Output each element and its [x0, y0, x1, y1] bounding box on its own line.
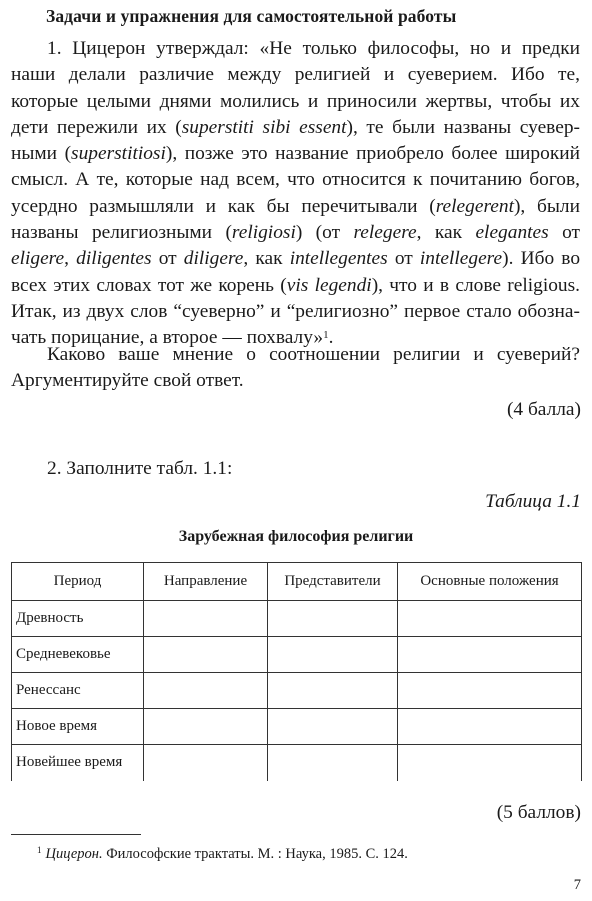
task1-text-12: ). Ибо во всех этих словах тот же корень (	[11, 248, 581, 296]
latin-term: diligentes	[76, 248, 152, 270]
table-cell[interactable]	[398, 745, 582, 781]
latin-term: intellegere	[419, 248, 503, 270]
page-number: 7	[573, 877, 581, 893]
latin-term: superstiti sibi essent	[181, 116, 347, 138]
task1-text-7: от	[548, 222, 581, 244]
table-cell[interactable]	[144, 745, 268, 781]
footnote-mark: 1	[37, 845, 42, 855]
task1-text-13: ), что и в слове religious. Итак, из двух слов “суеверно” и “религиозно” первое стало обозначать порицание, а второе — похвалу»	[11, 274, 581, 349]
column-header-period: Период	[12, 563, 144, 601]
latin-term: diligere	[183, 248, 244, 270]
footnote-author: Цицерон.	[45, 846, 103, 862]
task1-text-1: 1. Цицерон утверждал: «Не только философы, но и предки наши делали различие между религией и суеверием. Ибо те, которые целыми днями молились и приносили жертвы, чтобы их дети пережили их (	[11, 38, 580, 138]
column-header-representatives: Представители	[268, 563, 398, 601]
task1-text-5: ) (от	[295, 222, 354, 244]
latin-term: superstitiosi	[71, 143, 166, 165]
task1-text-11: от	[387, 248, 420, 270]
task1-text-6: , как	[416, 222, 476, 244]
latin-term: elegantes	[475, 222, 549, 244]
table-cell[interactable]	[398, 673, 582, 709]
task1-text-3: ), позже это название приобрело более широкий смысл. А те, которые над всем, что относится к почитанию богов, усердно размышляли и как бы перечитывали (	[11, 143, 580, 217]
task1-question	[11, 342, 580, 395]
latin-term: religiosi	[231, 222, 296, 244]
table-cell[interactable]	[268, 673, 398, 709]
table-row	[12, 673, 582, 709]
latin-term: relegere	[353, 222, 417, 244]
latin-term: eligere	[11, 248, 65, 270]
table-cell[interactable]	[398, 637, 582, 673]
footnote-reference[interactable]: 1	[323, 329, 329, 342]
task1-text-10: , как	[243, 248, 290, 270]
task1-text-14: .	[328, 327, 334, 349]
table-number: Таблица 1.1	[485, 491, 581, 512]
table-row	[12, 709, 582, 745]
footnote	[37, 846, 408, 863]
philosophy-table	[11, 562, 582, 781]
table-cell[interactable]	[144, 601, 268, 637]
task1-question-text: Каково ваше мнение о соотношении религии и суеверий? Аргументируйте свой ответ.	[11, 344, 580, 392]
row-label-middle-ages: Средневековье	[12, 637, 144, 673]
column-header-main-points: Основные положения	[398, 563, 582, 601]
task1-text-2: ), те были названы суеверными (	[11, 116, 580, 165]
latin-term: relegerent	[435, 195, 514, 217]
task1-points: (4 балла)	[506, 399, 581, 420]
table-row	[12, 745, 582, 781]
column-header-direction: Направление	[144, 563, 268, 601]
table-cell[interactable]	[268, 601, 398, 637]
table-title: Зарубежная философия религии	[178, 528, 414, 545]
footnote-divider	[11, 834, 141, 835]
table-cell[interactable]	[398, 601, 582, 637]
task1-text-4: ), были названы религиозными (	[11, 195, 580, 244]
task2-points: (5 баллов)	[496, 802, 581, 823]
latin-term: intellegentes	[289, 248, 388, 270]
row-label-modern-times: Новое время	[12, 709, 144, 745]
table-row	[12, 601, 582, 637]
table-cell[interactable]	[268, 709, 398, 745]
task1-paragraph	[11, 36, 580, 352]
row-label-contemporary: Новейшее время	[12, 745, 144, 781]
table-header-row	[12, 563, 582, 601]
table-cell[interactable]	[144, 709, 268, 745]
row-label-renaissance: Ренессанс	[12, 673, 144, 709]
task1-text-9: от	[151, 248, 184, 270]
table-row	[12, 637, 582, 673]
table-cell[interactable]	[398, 709, 582, 745]
latin-term: vis legendi	[286, 274, 372, 296]
table-cell[interactable]	[268, 637, 398, 673]
footnote-text: Философские трактаты. М. : Наука, 1985. С. 124.	[102, 846, 408, 862]
table-cell[interactable]	[268, 745, 398, 781]
row-label-antiquity: Древность	[12, 601, 144, 637]
task1-text-8: ,	[64, 248, 77, 270]
table-cell[interactable]	[144, 637, 268, 673]
task2-text: 2. Заполните табл. 1.1:	[47, 458, 233, 479]
section-heading: Задачи и упражнения для самостоятельной работы	[46, 6, 457, 26]
table-cell[interactable]	[144, 673, 268, 709]
